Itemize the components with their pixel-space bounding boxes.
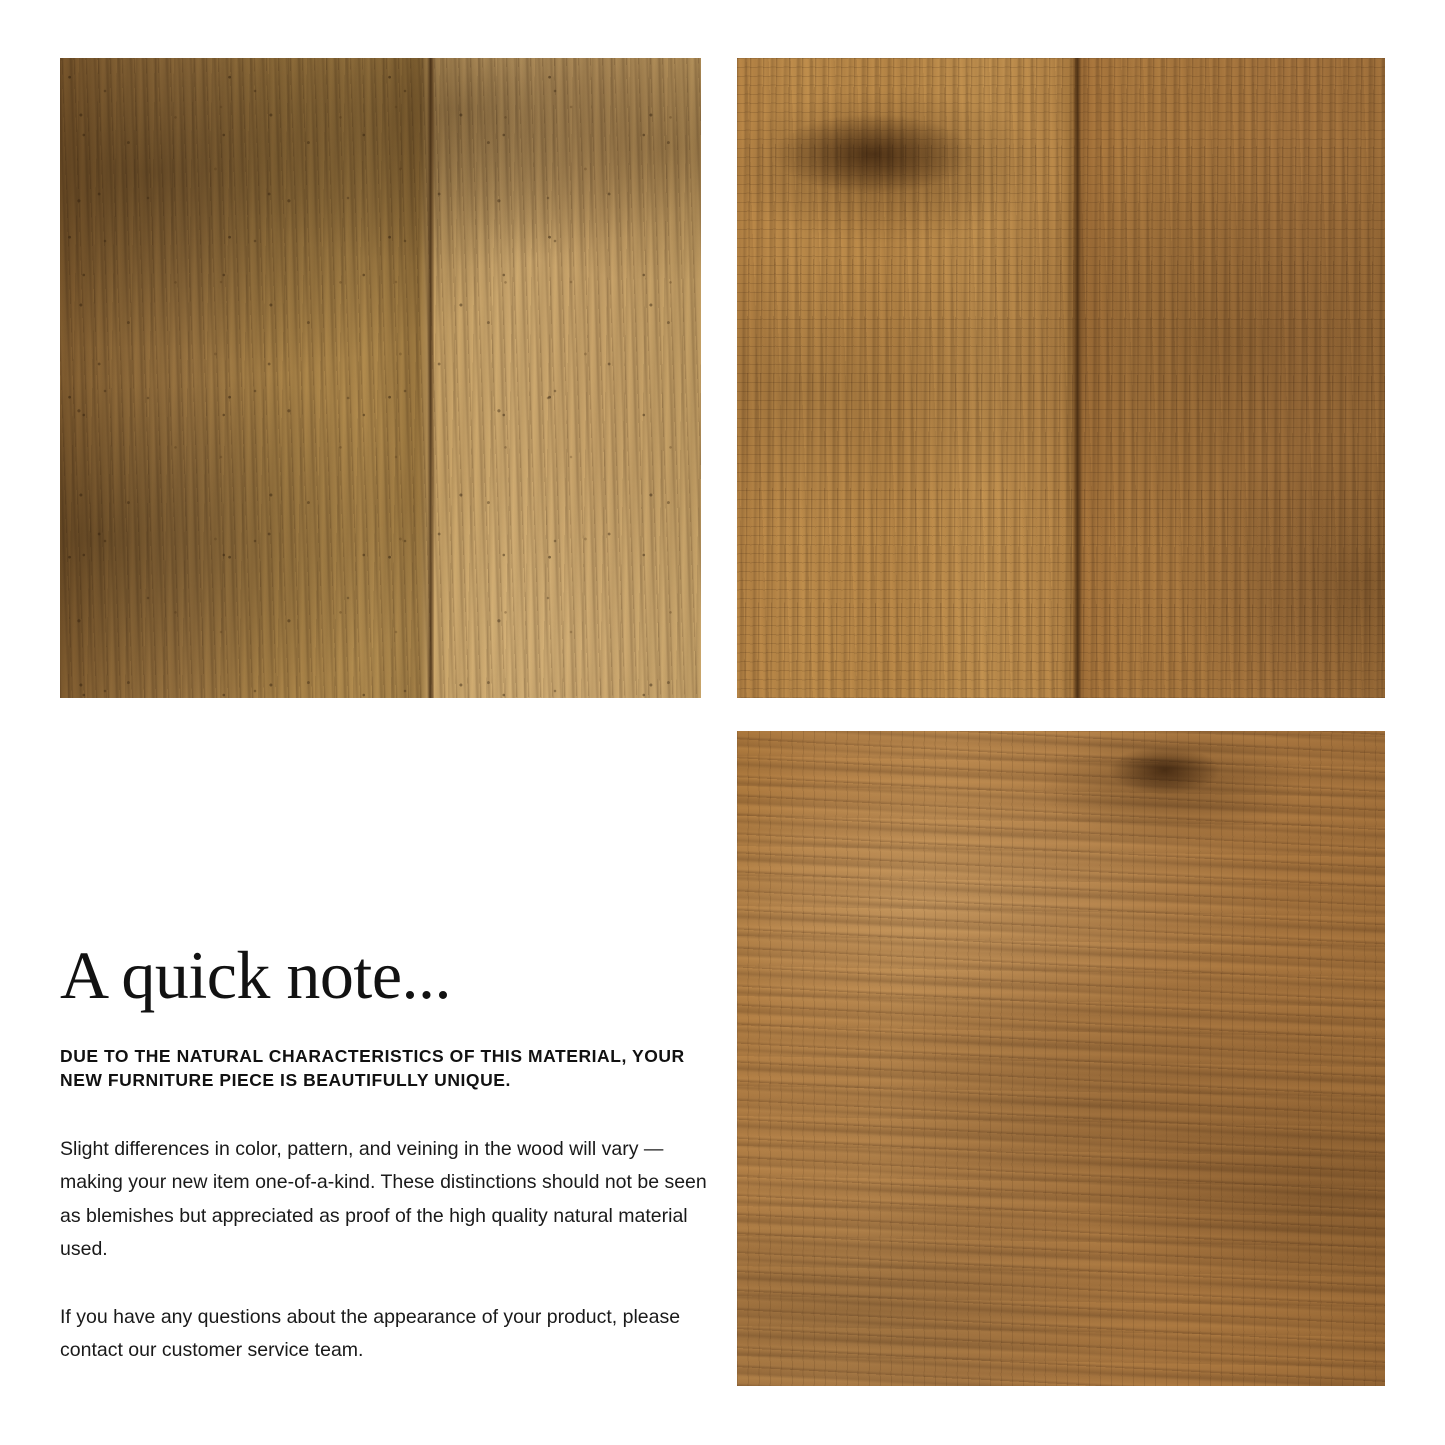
wood-board-seam (427, 58, 434, 698)
wood-swatch-top-left (60, 58, 701, 698)
wood-board-seam (1073, 58, 1082, 698)
note-subheading: DUE TO THE NATURAL CHARACTERISTICS OF THIS MATERIAL, YOUR NEW FURNITURE PIECE IS BEAUTIFULLY UNIQUE. (60, 1046, 685, 1091)
wood-speckle-layer (60, 58, 701, 698)
note-paragraph-1: Slight differences in color, pattern, and veining in the wood will vary — making your new item one-of-a-kind. These distinctions should not be seen as blemishes but appreciated as proof of the high quality natural material used. (60, 1137, 707, 1261)
note-paragraph-2: If you have any questions about the appearance of your product, please contact our customer service team. (60, 1305, 681, 1362)
note-text-block (60, 937, 710, 1368)
wood-speckle-layer (737, 58, 1385, 698)
wood-texture (737, 58, 1385, 698)
wood-swatch-top-right (737, 58, 1385, 698)
page-title: A quick note... (60, 937, 452, 1013)
wood-texture (737, 731, 1385, 1386)
wood-swatch-bottom-right (737, 731, 1385, 1386)
wood-speckle-layer (737, 731, 1385, 1386)
wood-texture (60, 58, 701, 698)
